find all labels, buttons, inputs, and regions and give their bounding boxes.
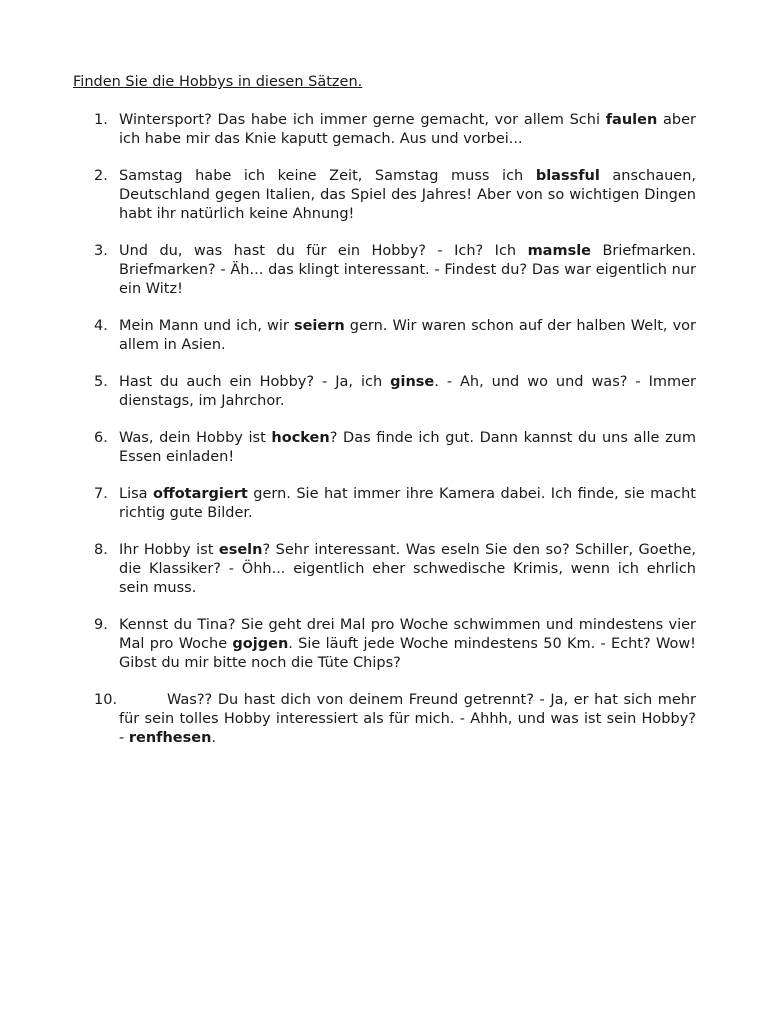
scrambled-hobby-word: renfhesen [128, 730, 212, 746]
item-number: 10. [94, 692, 118, 708]
sentence-text-after: gern. Wir waren schon auf der halben Welt, vor allem in Asien. [119, 318, 696, 353]
scrambled-hobby-word: mamsle [527, 243, 591, 259]
item-sentence [119, 541, 696, 598]
scrambled-hobby-word: hocken [271, 430, 330, 446]
list-item [0, 167, 768, 224]
scrambled-hobby-word: gojgen [232, 636, 289, 652]
sentence-text-before: Samstag habe ich keine Zeit, Samstag muss ich [119, 168, 536, 184]
item-sentence [119, 429, 696, 467]
scrambled-hobby-word: blassful [535, 168, 600, 184]
sentence-text-after: . [211, 730, 217, 746]
sentence-text-after: anschauen, Deutschland gegen Italien, das Spiel des Jahres! Aber von so wichtigen Dingen habt ihr natürlich keine Ahnung! [119, 168, 696, 222]
worksheet-title: Finden Sie die Hobbys in diesen Sätzen. [73, 74, 363, 90]
item-number: 1. [94, 112, 108, 128]
sentence-text-before: Hast du auch ein Hobby? - Ja, ich [119, 374, 391, 390]
list-item [0, 616, 768, 673]
sentence-text-after: gern. Sie hat immer ihre Kamera dabei. Ich finde, sie macht richtig gute Bilder. [119, 486, 696, 521]
sentence-text-before: Lisa [119, 486, 153, 502]
item-sentence [119, 485, 696, 523]
scrambled-hobby-word: ginse [390, 374, 435, 390]
item-number: 2. [94, 168, 108, 184]
sentence-text-before: Mein Mann und ich, wir [119, 318, 294, 334]
item-sentence [119, 317, 696, 355]
list-item [0, 541, 768, 598]
sentence-text-before: Was?? Du hast dich von deinem Freund getrennt? - Ja, er hat sich mehr für sein tolles Hobby interessiert als für mich. - Ahhh, und was ist sein Hobby? - [119, 692, 696, 746]
list-item [0, 429, 768, 467]
item-sentence [119, 373, 696, 411]
exercise-list [0, 111, 768, 766]
item-number: 5. [94, 374, 108, 390]
sentence-text-before: Und du, was hast du für ein Hobby? - Ich? Ich [119, 243, 528, 259]
scrambled-hobby-word: offotargiert [153, 486, 248, 502]
item-number: 4. [94, 318, 108, 334]
item-number: 9. [94, 617, 108, 633]
item-sentence [119, 691, 696, 748]
scrambled-hobby-word: seiern [293, 318, 345, 334]
item-sentence [119, 616, 696, 673]
list-item [0, 111, 768, 149]
list-item [0, 317, 768, 355]
scrambled-hobby-word: faulen [605, 112, 658, 128]
sentence-text-after: Briefmarken. Briefmarken? - Äh... das klingt interessant. - Findest du? Das war eigentlich nur ein Witz! [119, 243, 696, 297]
sentence-text-after: aber ich habe mir das Knie kaputt gemach. Aus und vorbei... [119, 112, 696, 147]
item-sentence [119, 242, 696, 299]
scrambled-hobby-word: eseln [218, 542, 263, 558]
list-item [0, 373, 768, 411]
list-item [0, 691, 768, 748]
item-number: 6. [94, 430, 108, 446]
sentence-text-before: Ihr Hobby ist [119, 542, 219, 558]
item-number: 8. [94, 542, 108, 558]
item-number: 3. [94, 243, 108, 259]
item-number: 7. [94, 486, 108, 502]
sentence-text-before: Wintersport? Das habe ich immer gerne gemacht, vor allem Schi [119, 112, 606, 128]
item-sentence [119, 167, 696, 224]
sentence-text-after: ? Sehr interessant. Was eseln Sie den so? Schiller, Goethe, die Klassiker? - Öhh... eigentlich eher schwedische Krimis, wenn ich ehrlich sein muss. [119, 542, 696, 596]
list-item [0, 485, 768, 523]
sentence-text-before: Kennst du Tina? Sie geht drei Mal pro Woche schwimmen und mindestens vier Mal pro Woche [119, 617, 696, 652]
sentence-text-before: Was, dein Hobby ist [119, 430, 272, 446]
sentence-text-after: ? Das finde ich gut. Dann kannst du uns alle zum Essen einladen! [119, 430, 696, 465]
sentence-text-after: . - Ah, und wo und was? - Immer dienstags, im Jahrchor. [119, 374, 696, 409]
sentence-text-after: . Sie läuft jede Woche mindestens 50 Km. - Echt? Wow! Gibst du mir bitte noch die Tüte Chips? [119, 636, 696, 671]
list-item [0, 242, 768, 299]
item-sentence [119, 111, 696, 149]
